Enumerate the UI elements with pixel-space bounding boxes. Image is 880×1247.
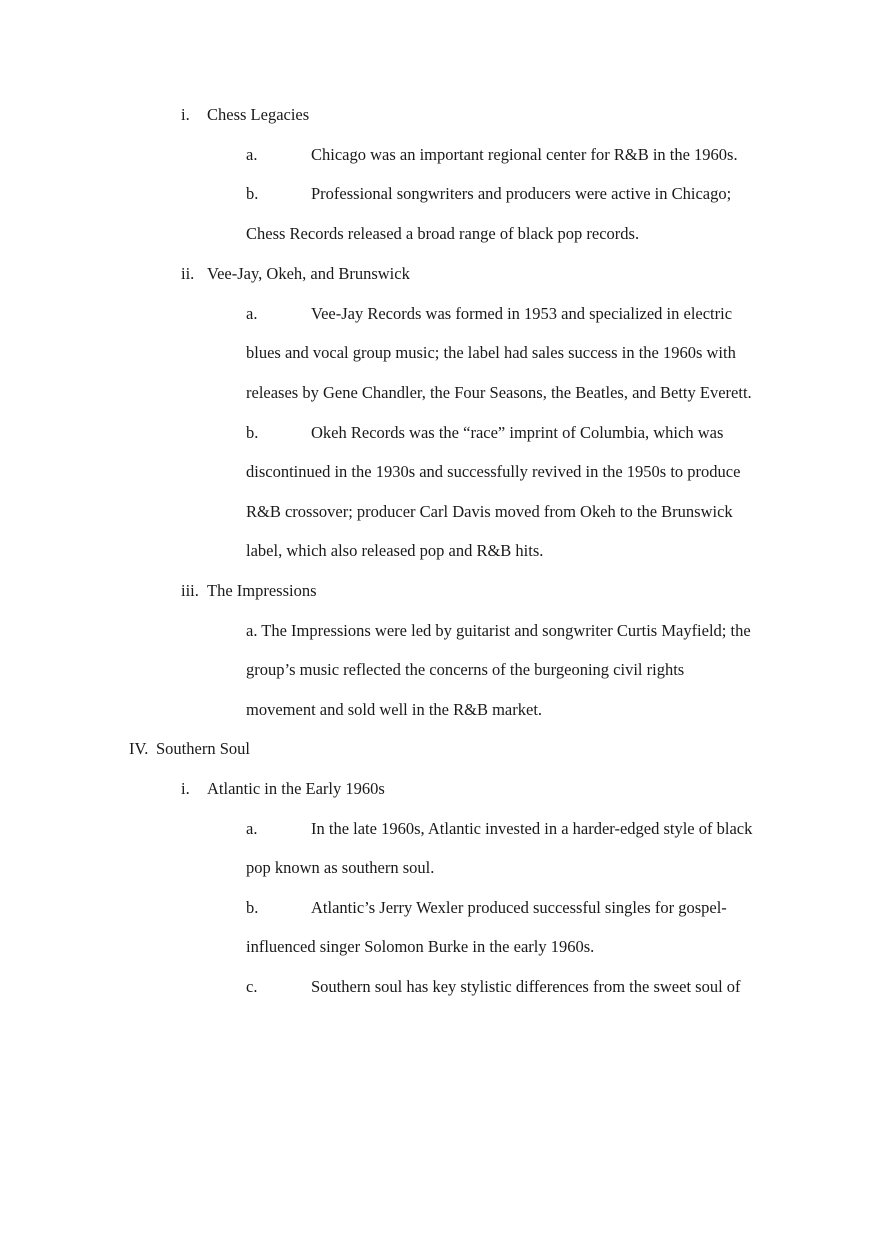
paragraph-line: movement and sold well in the R&B market.	[246, 700, 543, 719]
outline-marker: IV.	[129, 739, 149, 758]
paragraph-line: releases by Gene Chandler, the Four Seasons, the Beatles, and Betty Everett.	[246, 383, 752, 402]
subitem-marker: a.	[246, 304, 258, 323]
paragraph-line: Chess Records released a broad range of black pop records.	[246, 224, 640, 243]
paragraph-line: In the late 1960s, Atlantic invested in a harder-edged style of black	[311, 819, 753, 838]
subitem-marker: b.	[246, 423, 259, 442]
section-heading: Southern Soul	[156, 739, 250, 758]
paragraph-line: pop known as southern soul.	[246, 858, 435, 877]
subitem-marker: b.	[246, 898, 259, 917]
outline-heading: Chess Legacies	[207, 105, 310, 124]
outline-heading: The Impressions	[207, 581, 317, 600]
paragraph-line: discontinued in the 1930s and successfully revived in the 1950s to produce	[246, 462, 741, 481]
outline-marker: ii.	[181, 264, 195, 283]
paragraph-line: blues and vocal group music; the label had sales success in the 1960s with	[246, 343, 736, 362]
outline-marker: iii.	[181, 581, 199, 600]
outline-heading: Vee-Jay, Okeh, and Brunswick	[207, 264, 410, 283]
paragraph-line: Professional songwriters and producers were active in Chicago;	[311, 184, 732, 203]
paragraph-line: Vee-Jay Records was formed in 1953 and specialized in electric	[311, 304, 733, 323]
outline-marker: i.	[181, 779, 190, 798]
subitem-marker: b.	[246, 184, 259, 203]
paragraph-line: Okeh Records was the “race” imprint of Columbia, which was	[311, 423, 724, 442]
paragraph-line: Atlantic’s Jerry Wexler produced successful singles for gospel-	[311, 898, 727, 917]
paragraph-line: R&B crossover; producer Carl Davis moved from Okeh to the Brunswick	[246, 502, 733, 521]
paragraph-line: group’s music reflected the concerns of the burgeoning civil rights	[246, 660, 685, 679]
paragraph-line: a. The Impressions were led by guitarist and songwriter Curtis Mayfield; the	[246, 621, 751, 640]
outline-marker: i.	[181, 105, 190, 124]
paragraph-line: Chicago was an important regional center for R&B in the 1960s.	[311, 145, 738, 164]
subitem-marker: a.	[246, 819, 258, 838]
subitem-marker: a.	[246, 145, 258, 164]
paragraph-line: Southern soul has key stylistic differences from the sweet soul of	[311, 977, 741, 996]
outline-heading: Atlantic in the Early 1960s	[207, 779, 385, 798]
paragraph-line: label, which also released pop and R&B hits.	[246, 541, 544, 560]
paragraph-line: influenced singer Solomon Burke in the early 1960s.	[246, 937, 595, 956]
subitem-marker: c.	[246, 977, 258, 996]
